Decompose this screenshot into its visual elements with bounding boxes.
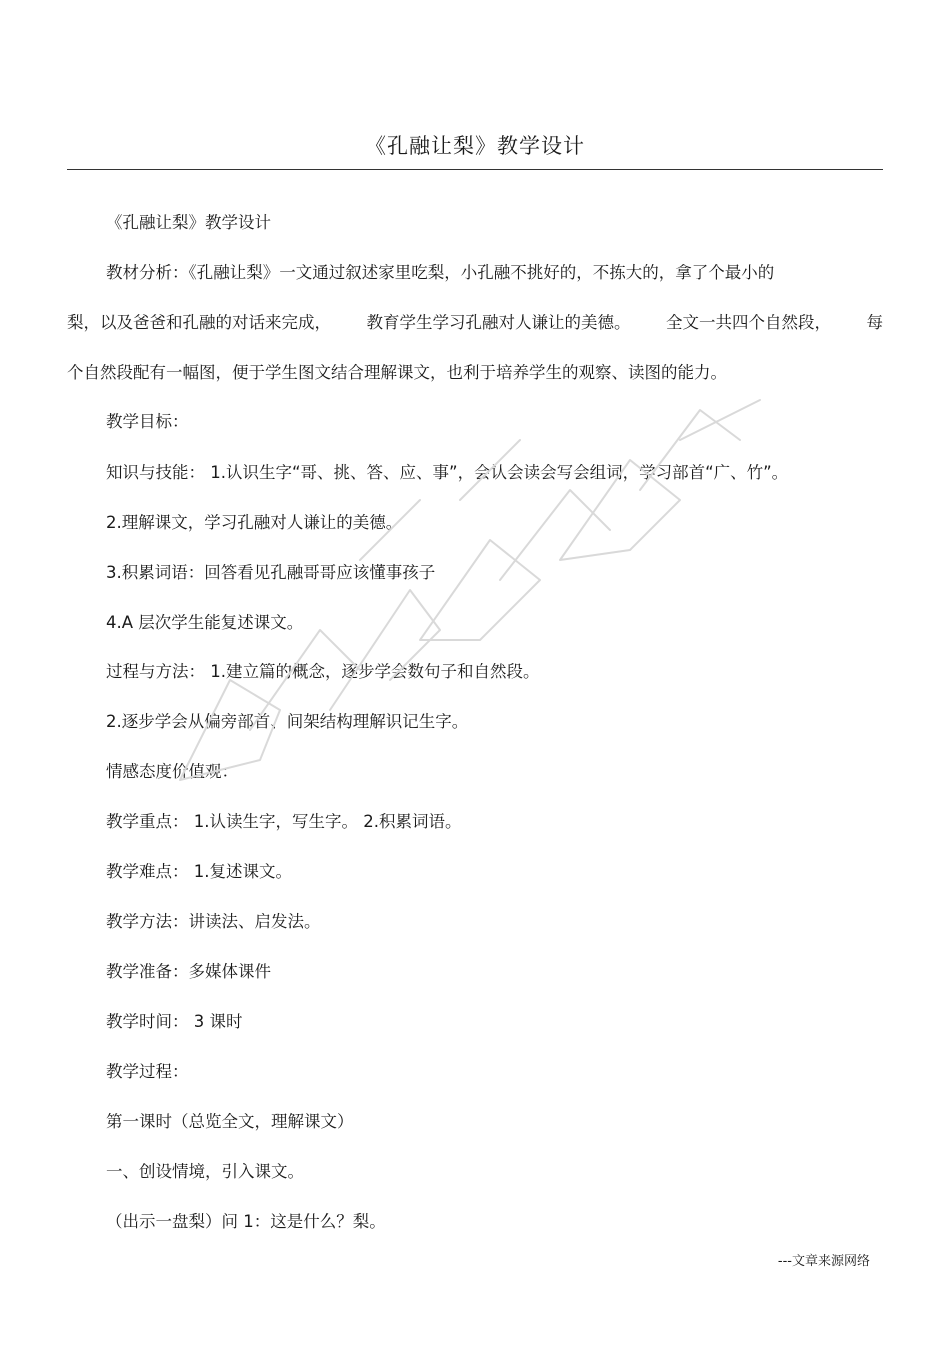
doc-line-20: 一、创设情境，引入课文。 xyxy=(106,1162,304,1181)
doc-line-12: 情感态度价值观： xyxy=(106,762,238,781)
doc-line-6: 知识与技能： 1.认识生字“哥、挑、答、应、事”，会认会读会写会组词，学习部首“广、竹”。 xyxy=(106,463,789,482)
doc-line-21: （出示一盘梨）问 1：这是什么？梨。 xyxy=(106,1212,386,1231)
doc-line-3d: 每 xyxy=(866,313,883,332)
doc-line-14: 教学难点： 1.复述课文。 xyxy=(106,862,292,881)
doc-line-1: 《孔融让梨》教学设计 xyxy=(106,213,271,232)
doc-line-3b: 教育学生学习孔融对人谦让的美德。 xyxy=(366,313,631,332)
doc-line-13: 教学重点： 1.认读生字，写生字。 2.积累词语。 xyxy=(106,812,462,831)
doc-line-7: 2.理解课文，学习孔融对人谦让的美德。 xyxy=(106,513,403,532)
doc-line-8: 3.积累词语：回答看见孔融哥哥应该懂事孩子 xyxy=(106,563,436,582)
doc-line-3a: 梨，以及爸爸和孔融的对话来完成， xyxy=(67,313,331,332)
doc-line-10: 过程与方法： 1.建立篇的概念，逐步学会数句子和自然段。 xyxy=(106,662,540,681)
doc-line-3c: 全文一共四个自然段， xyxy=(666,313,831,332)
doc-line-19: 第一课时（总览全文，理解课文） xyxy=(106,1112,354,1131)
title-divider xyxy=(67,169,883,170)
doc-line-17: 教学时间： 3 课时 xyxy=(106,1012,243,1031)
source-footer: ---文章来源网络 xyxy=(777,1254,870,1269)
doc-line-15: 教学方法：讲读法、启发法。 xyxy=(106,912,321,931)
doc-line-16: 教学准备：多媒体课件 xyxy=(106,962,271,981)
watermark-graphic xyxy=(160,380,800,800)
doc-line-4: 个自然段配有一幅图，便于学生图文结合理解课文，也利于培养学生的观察、读图的能力。 xyxy=(67,363,727,382)
doc-line-3 xyxy=(67,311,883,335)
doc-line-11: 2.逐步学会从偏旁部首、间架结构理解识记生字。 xyxy=(106,712,469,731)
doc-line-9: 4.A 层次学生能复述课文。 xyxy=(106,613,304,632)
page-title: 《孔融让梨》教学设计 xyxy=(365,134,585,158)
doc-line-2: 教材分析：《孔融让梨》一文通过叙述家里吃梨，小孔融不挑好的，不拣大的，拿了个最小的 xyxy=(106,263,775,282)
doc-line-5: 教学目标： xyxy=(106,412,189,431)
doc-line-18: 教学过程： xyxy=(106,1062,189,1081)
